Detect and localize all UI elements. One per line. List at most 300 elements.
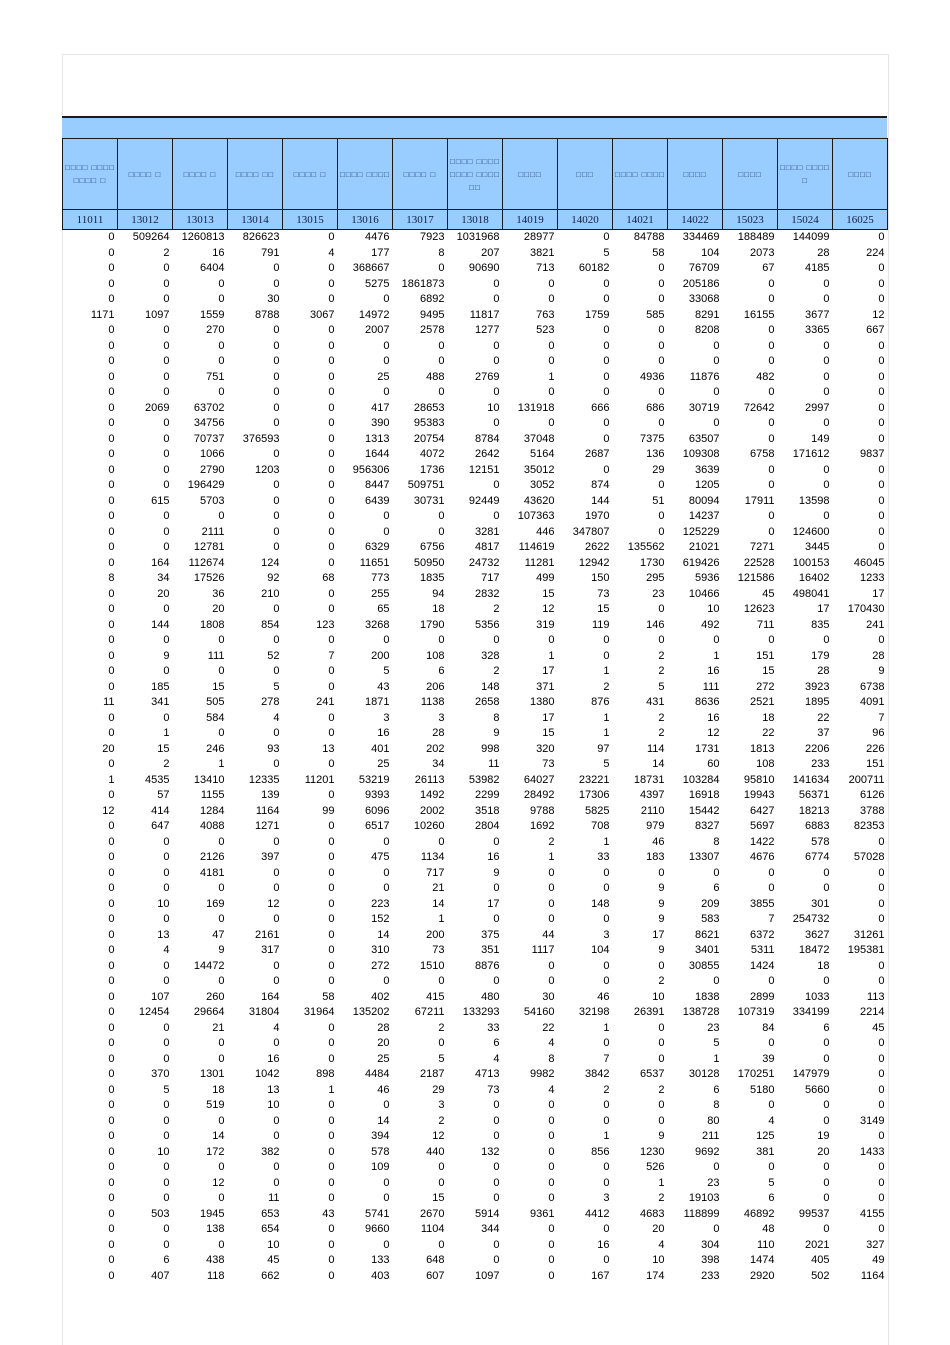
table-cell: 11281 [524,556,555,569]
table-cell: 0 [328,1099,335,1112]
table-cell: 0 [108,324,115,337]
table-cell: 47 [212,928,225,941]
table-cell: 0 [658,262,665,275]
table-cell: 0 [823,510,830,523]
table-row [63,990,888,1006]
table-cell: 9 [658,913,665,926]
table-cell: 4476 [365,231,390,244]
table-cell: 0 [658,386,665,399]
table-cell: 5 [603,246,610,259]
table-cell: 4 [548,1037,555,1050]
table-cell: 0 [878,339,885,352]
table-cell: 0 [163,277,170,290]
table-cell: 0 [658,634,665,647]
table-cell: 0 [163,866,170,879]
table-cell: 0 [218,634,225,647]
table-cell: 0 [548,1238,555,1251]
table-cell: 0 [273,866,280,879]
table-cell: 172 [206,1145,225,1158]
table-cell: 0 [603,339,610,352]
table-cell: 0 [328,1114,335,1127]
table-cell: 2790 [200,463,225,476]
table-cell: 200711 [848,773,885,786]
table-cell: 0 [658,603,665,616]
table-cell: 14 [212,1130,225,1143]
table-cell: 0 [493,1114,500,1127]
table-cell: 0 [548,1114,555,1127]
table-cell: 2214 [860,1006,885,1019]
table-cell: 0 [108,959,115,972]
table-row [63,804,888,820]
column-header-label: □□□□ [503,139,558,210]
table-cell: 370 [151,1068,170,1081]
table-cell: 3821 [530,246,555,259]
table-cell: 1233 [860,572,885,585]
table-cell: 0 [878,1037,885,1050]
table-cell: 0 [878,370,885,383]
table-cell: 12151 [468,463,500,476]
table-cell: 0 [273,1176,280,1189]
table-cell: 0 [383,339,390,352]
table-cell: 138728 [682,1006,720,1019]
column-header-label: □□□□ [668,139,723,210]
table-cell: 255 [371,587,390,600]
table-cell: 956306 [352,463,390,476]
table-cell: 12 [102,804,115,817]
table-cell: 209 [701,897,720,910]
table-cell: 31261 [853,928,885,941]
table-cell: 14972 [358,308,390,321]
table-cell: 12 [872,308,885,321]
table-cell: 0 [713,975,720,988]
table-cell: 0 [273,479,280,492]
table-cell: 0 [493,1130,500,1143]
table-cell: 2111 [201,525,225,538]
table-cell: 3677 [805,308,830,321]
table-cell: 0 [603,324,610,337]
table-cell: 0 [548,1130,555,1143]
table-cell: 3842 [585,1068,610,1081]
table-cell: 4676 [750,851,775,864]
table-cell: 0 [438,525,445,538]
table-cell: 0 [383,882,390,895]
table-row [63,974,888,990]
table-cell: 0 [273,355,280,368]
table-cell: 1277 [475,324,500,337]
table-cell: 0 [493,386,500,399]
table-cell: 2804 [475,820,500,833]
table-cell: 713 [536,262,555,275]
table-cell: 57 [157,789,170,802]
table-cell: 0 [273,603,280,616]
table-cell: 0 [163,913,170,926]
table-cell: 1492 [420,789,445,802]
table-cell: 164 [151,556,170,569]
table-cell: 30731 [413,494,445,507]
table-cell: 0 [603,417,610,430]
table-cell: 0 [163,463,170,476]
table-cell: 328 [481,649,500,662]
table-cell: 43 [322,1207,335,1220]
table-cell: 22528 [743,556,775,569]
table-row [63,1238,888,1254]
table-cell: 381 [756,1145,775,1158]
table-cell: 11817 [469,308,500,321]
table-cell: 9 [658,944,665,957]
table-cell: 92 [267,572,280,585]
table-cell: 6 [768,1192,775,1205]
table-cell: 0 [108,370,115,383]
table-cell: 20 [102,742,115,755]
table-row [63,726,888,742]
table-cell: 103284 [682,773,720,786]
table-cell: 123 [316,618,335,631]
table-cell: 0 [493,913,500,926]
table-cell: 13 [267,1083,280,1096]
table-cell: 0 [108,1223,115,1236]
table-cell: 0 [383,975,390,988]
table-cell: 206 [426,680,445,693]
table-cell: 67211 [414,1006,445,1019]
table-cell: 10 [487,401,500,414]
table-cell: 17 [817,603,830,616]
table-cell: 1 [548,649,555,662]
table-cell: 67 [762,262,775,275]
table-row [63,509,888,525]
table-cell: 51 [652,494,665,507]
table-cell: 18 [762,711,775,724]
table-row [63,633,888,649]
table-row [63,1160,888,1176]
header-code-row [63,210,888,230]
table-cell: 0 [273,339,280,352]
table-cell: 0 [548,1223,555,1236]
table-cell: 0 [823,463,830,476]
table-cell: 0 [108,634,115,647]
table-cell: 14237 [688,510,720,523]
table-cell: 1 [603,665,610,678]
table-cell: 0 [328,820,335,833]
table-cell: 5180 [750,1083,775,1096]
table-cell: 16 [377,727,390,740]
table-cell: 2832 [475,587,500,600]
table-cell: 125 [756,1130,775,1143]
table-cell: 0 [493,339,500,352]
table-cell: 3401 [695,944,720,957]
table-cell: 0 [328,448,335,461]
table-cell: 114 [646,742,665,755]
table-cell: 25 [377,370,390,383]
table-cell: 0 [273,448,280,461]
table-cell: 0 [878,897,885,910]
table-cell: 347807 [572,525,610,538]
table-cell: 0 [383,1099,390,1112]
table-cell: 29664 [193,1006,225,1019]
table-body [63,230,888,1285]
table-cell: 0 [383,525,390,538]
table-cell: 28 [377,1021,390,1034]
table-cell: 1 [603,835,610,848]
table-cell: 211 [701,1130,720,1143]
table-cell: 0 [108,665,115,678]
table-cell: 152 [371,913,390,926]
table-cell: 0 [328,494,335,507]
table-cell: 0 [108,1207,115,1220]
table-cell: 375 [481,928,500,941]
table-cell: 619426 [682,556,720,569]
table-row [63,1067,888,1083]
table-cell: 0 [108,603,115,616]
table-cell: 18731 [633,773,665,786]
table-cell: 0 [603,913,610,926]
table-cell: 0 [383,634,390,647]
table-cell: 0 [438,339,445,352]
table-cell: 0 [163,355,170,368]
table-cell: 791 [261,246,280,259]
table-cell: 0 [768,510,775,523]
table-cell: 12781 [193,541,225,554]
table-cell: 8 [713,835,720,848]
table-cell: 11 [268,1192,280,1205]
table-row [63,1191,888,1207]
table-cell: 0 [108,231,115,244]
table-cell: 3 [603,928,610,941]
table-cell: 18213 [798,804,830,817]
table-cell: 351 [481,944,500,957]
table-cell: 5936 [695,572,720,585]
table-cell: 382 [261,1145,280,1158]
table-cell: 0 [823,634,830,647]
table-cell: 4 [768,1114,775,1127]
table-cell: 2007 [365,324,390,337]
table-row [63,1207,888,1223]
table-cell: 686 [646,401,665,414]
table-cell: 0 [163,324,170,337]
table-cell: 28977 [523,231,555,244]
table-cell: 0 [108,618,115,631]
column-code: 16025 [833,210,888,230]
table-cell: 0 [658,277,665,290]
table-cell: 13410 [193,773,225,786]
table-cell: 0 [163,479,170,492]
table-cell: 5275 [365,277,390,290]
table-cell: 1117 [531,944,555,957]
table-cell: 132 [481,1145,500,1158]
table-cell: 876 [591,696,610,709]
table-row [63,401,888,417]
table-cell: 4936 [640,370,665,383]
table-cell: 0 [328,324,335,337]
table-cell: 84788 [633,231,665,244]
column-code: 15024 [778,210,833,230]
table-cell: 11 [488,758,500,771]
table-cell: 0 [878,293,885,306]
table-cell: 72642 [743,401,775,414]
table-cell: 16 [267,1052,280,1065]
table-cell: 2 [493,665,500,678]
table-row [63,1114,888,1130]
table-cell: 20 [212,603,225,616]
table-cell: 6 [493,1037,500,1050]
table-cell: 438 [206,1254,225,1267]
table-cell: 654 [261,1223,280,1236]
table-cell: 0 [823,1176,830,1189]
table-cell: 398 [701,1254,720,1267]
table-cell: 401 [371,742,390,755]
table-cell: 835 [811,618,830,631]
table-cell: 233 [701,1269,720,1282]
table-cell: 18 [432,603,445,616]
table-cell: 1 [163,727,170,740]
table-cell: 100153 [792,556,830,569]
table-cell: 4 [163,944,170,957]
table-cell: 167 [591,1269,610,1282]
table-cell: 0 [273,525,280,538]
table-cell: 150 [591,572,610,585]
table-cell: 151 [756,649,775,662]
table-cell: 751 [206,370,225,383]
table-cell: 139 [261,789,280,802]
table-row [63,1269,888,1285]
table-cell: 648 [426,1254,445,1267]
table-cell: 0 [383,866,390,879]
table-cell: 58 [322,990,335,1003]
table-cell: 4713 [475,1068,500,1081]
table-row [63,1222,888,1238]
table-cell: 125229 [682,525,720,538]
table-cell: 44 [542,928,555,941]
table-cell: 898 [316,1068,335,1081]
table-cell: 1097 [475,1269,500,1282]
table-cell: 0 [493,1192,500,1205]
table-cell: 0 [603,355,610,368]
table-cell: 1 [603,711,610,724]
table-cell: 9 [878,665,885,678]
table-cell: 135202 [352,1006,390,1019]
table-cell: 301 [811,897,830,910]
table-cell: 23 [652,587,665,600]
table-cell: 0 [603,463,610,476]
table-cell: 3855 [750,897,775,910]
table-cell: 246 [206,742,225,755]
table-row [63,571,888,587]
table-cell: 5825 [585,804,610,817]
table-cell: 17 [542,711,555,724]
table-cell: 28 [817,246,830,259]
table-cell: 0 [438,835,445,848]
table-cell: 0 [328,959,335,972]
table-cell: 1644 [365,448,390,461]
table-cell: 0 [438,1037,445,1050]
table-cell: 0 [878,1192,885,1205]
table-cell: 2299 [475,789,500,802]
table-row [63,664,888,680]
table-cell: 31964 [303,1006,335,1019]
table-cell: 0 [713,1161,720,1174]
table-cell: 30128 [688,1068,720,1081]
table-cell: 0 [823,370,830,383]
table-cell: 584 [206,711,225,724]
table-cell: 0 [383,386,390,399]
table-cell: 0 [768,1037,775,1050]
table-cell: 0 [823,1114,830,1127]
table-cell: 498041 [792,587,830,600]
table-cell: 0 [328,541,335,554]
table-cell: 2 [603,680,610,693]
table-cell: 475 [371,851,390,864]
table-cell: 0 [823,975,830,988]
table-cell: 0 [603,1223,610,1236]
table-cell: 16 [597,1238,610,1251]
table-cell: 2 [163,246,170,259]
table-cell: 20 [652,1223,665,1236]
table-cell: 8788 [255,308,280,321]
table-cell: 0 [658,1114,665,1127]
table-cell: 1730 [640,556,665,569]
table-cell: 1 [548,851,555,864]
table-row [63,711,888,727]
table-cell: 118899 [683,1207,720,1220]
table-cell: 28 [432,727,445,740]
table-cell: 20 [377,1037,390,1050]
table-row [63,695,888,711]
table-row [63,1145,888,1161]
table-cell: 1790 [420,618,445,631]
table-cell: 0 [108,587,115,600]
table-cell: 578 [371,1145,390,1158]
column-code: 14019 [503,210,558,230]
table-cell: 0 [658,866,665,879]
table-cell: 0 [328,231,335,244]
table-cell: 0 [768,1161,775,1174]
table-cell: 58 [652,246,665,259]
table-cell: 0 [163,525,170,538]
header-label-row [63,139,888,210]
table-cell: 480 [481,990,500,1003]
table-cell: 0 [713,355,720,368]
table-cell: 334469 [682,231,720,244]
data-table [62,138,888,1284]
table-cell: 0 [548,339,555,352]
column-header-label: □□□□ □ [393,139,448,210]
table-cell: 3639 [695,463,720,476]
table-cell: 0 [108,401,115,414]
table-cell: 46 [377,1083,390,1096]
table-cell: 0 [218,1114,225,1127]
table-cell: 6404 [200,262,225,275]
table-cell: 0 [328,928,335,941]
table-cell: 0 [163,851,170,864]
table-cell: 0 [108,463,115,476]
table-cell: 35012 [523,463,555,476]
table-cell: 33 [597,851,610,864]
table-cell: 16402 [798,572,830,585]
table-cell: 0 [603,882,610,895]
table-cell: 73 [487,1083,500,1096]
table-cell: 0 [383,1238,390,1251]
table-cell: 12454 [138,1006,170,1019]
table-cell: 0 [108,789,115,802]
table-cell: 647 [151,820,170,833]
table-cell: 144 [591,494,610,507]
table-cell: 4155 [860,1207,885,1220]
table-cell: 0 [658,324,665,337]
table-cell: 4 [273,711,280,724]
table-cell: 0 [218,1052,225,1065]
table-cell: 0 [548,1145,555,1158]
table-cell: 0 [328,603,335,616]
table-cell: 0 [878,1068,885,1081]
